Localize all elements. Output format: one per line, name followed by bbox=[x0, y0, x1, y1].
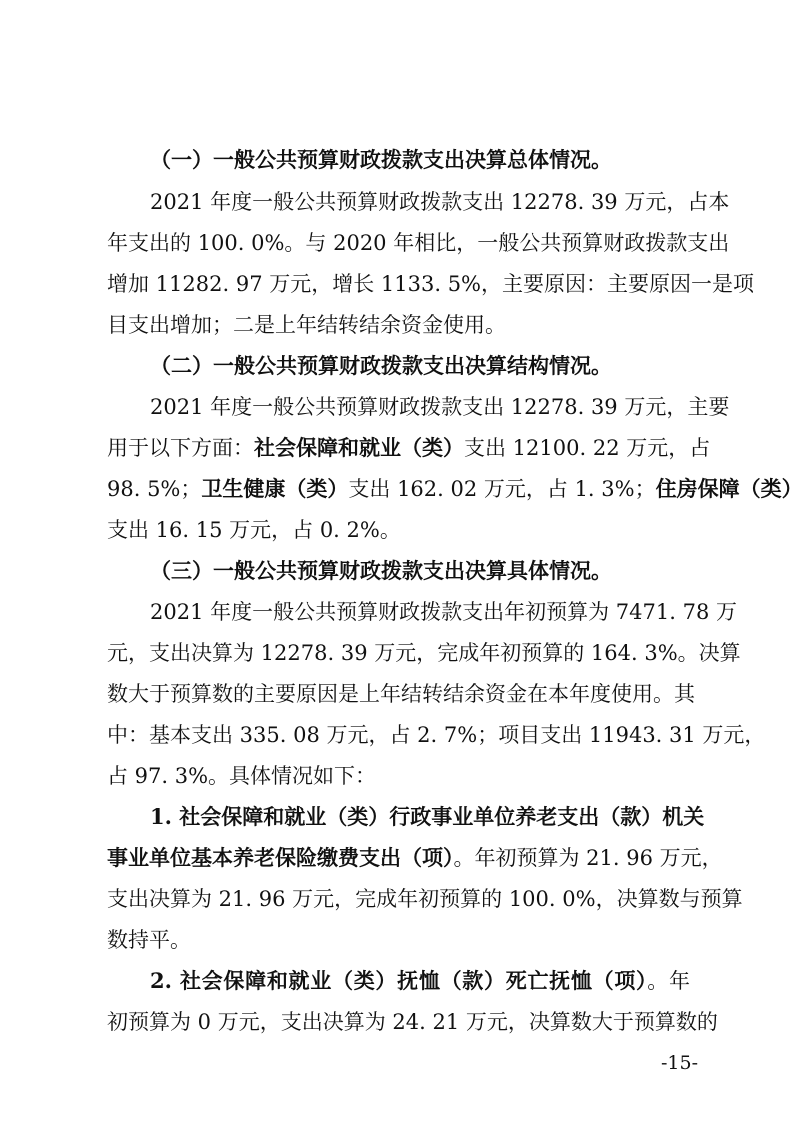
paragraph-line: 2021 年度一般公共预算财政拨款支出 12278. 39 万元，占本 bbox=[150, 190, 730, 214]
paragraph-line: 初预算为 0 万元，支出决算为 24. 21 万元，决算数大于预算数的 bbox=[107, 1010, 718, 1034]
paragraph-line: 2021 年度一般公共预算财政拨款支出年初预算为 7471. 78 万 bbox=[150, 600, 737, 624]
paragraph-line: 支出决算为 21. 96 万元，完成年初预算的 100. 0%，决算数与预算 bbox=[107, 887, 743, 911]
paragraph-line: 数持平。 bbox=[107, 928, 191, 952]
paragraph-line: 目支出增加；二是上年结转结余资金使用。 bbox=[107, 313, 506, 337]
paragraph-line: 元，支出决算为 12278. 39 万元，完成年初预算的 164. 3%。决算 bbox=[107, 641, 741, 665]
section-heading-2: （二）一般公共预算财政拨款支出决算结构情况。 bbox=[150, 353, 612, 378]
item-1-heading: 1. 社会保障和就业（类）行政事业单位养老支出（款）机关 bbox=[150, 804, 705, 829]
paragraph-line: 数大于预算数的主要原因是上年结转结余资金在本年度使用。其 bbox=[107, 682, 695, 706]
paragraph-line: 中：基本支出 335. 08 万元，占 2. 7%；项目支出 11943. 31 万元， bbox=[107, 723, 766, 747]
section-heading-3: （三）一般公共预算财政拨款支出决算具体情况。 bbox=[150, 558, 612, 583]
item-2-heading: 2. 社会保障和就业（类）抚恤（款）死亡抚恤（项）。年 bbox=[150, 968, 691, 993]
paragraph-line: 用于以下方面：社会保障和就业（类）支出 12100. 22 万元，占 bbox=[107, 435, 711, 460]
paragraph-line: 增加 11282. 97 万元，增长 1133. 5%，主要原因：主要原因一是项 bbox=[107, 272, 755, 296]
section-heading-1: （一）一般公共预算财政拨款支出决算总体情况。 bbox=[150, 147, 612, 172]
paragraph-line: 事业单位基本养老保险缴费支出（项）。年初预算为 21. 96 万元， bbox=[107, 845, 723, 870]
paragraph-line: 2021 年度一般公共预算财政拨款支出 12278. 39 万元，主要 bbox=[150, 395, 730, 419]
paragraph-line: 年支出的 100. 0%。与 2020 年相比，一般公共预算财政拨款支出 bbox=[107, 231, 730, 255]
paragraph-line: 98. 5%；卫生健康（类）支出 162. 02 万元，占 1. 3%；住房保障（类） bbox=[107, 476, 803, 501]
paragraph-line: 支出 16. 15 万元，占 0. 2%。 bbox=[107, 518, 401, 542]
page-number: -15- bbox=[660, 1052, 698, 1074]
paragraph-line: 占 97. 3%。具体情况如下： bbox=[107, 764, 377, 788]
